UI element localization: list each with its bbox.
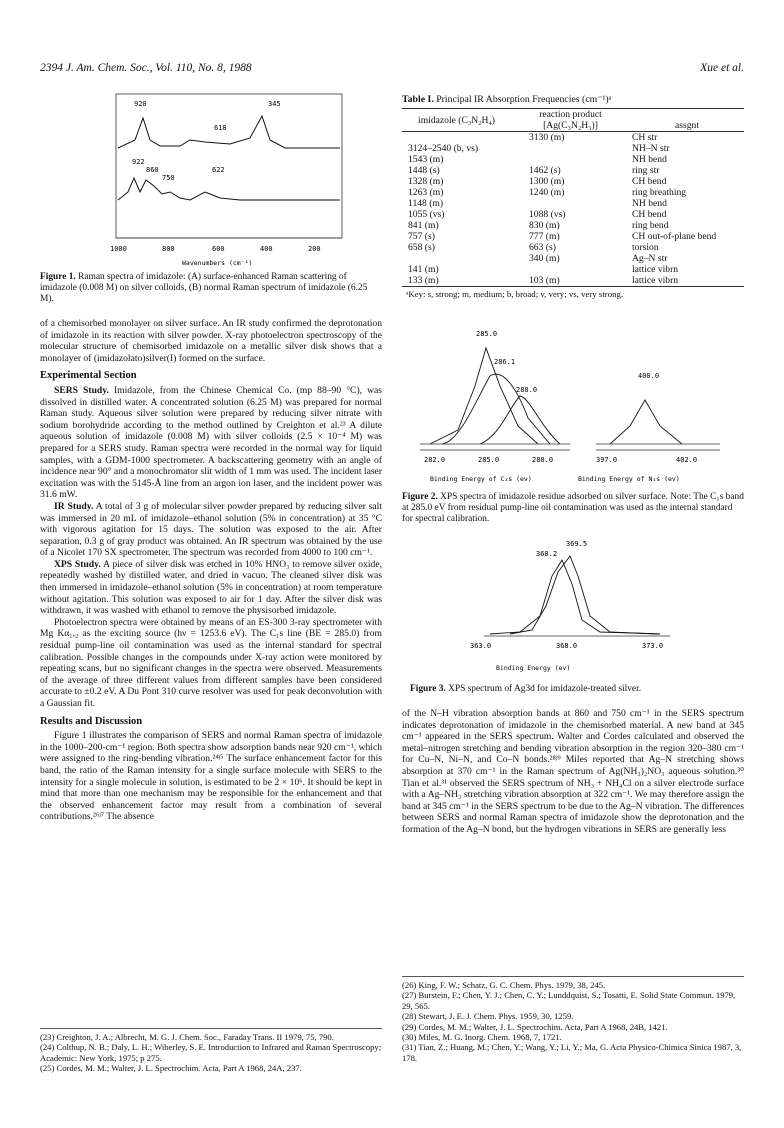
- table-1-title-label: Table I.: [402, 94, 434, 105]
- table-row: [402, 176, 744, 187]
- right-footnotes: [402, 976, 744, 1063]
- table-row: [402, 154, 744, 165]
- reference-27: (27) Burstein, F.; Chen, Y. J.; Chen, C. Y.; Lunddquist, S.; Tosatti, E. Solid State Commun. 1979, 29, 565.: [402, 990, 736, 1011]
- left-footnotes: [40, 1028, 382, 1074]
- fig2-label-400: 400.0: [638, 372, 660, 380]
- table-row: [402, 242, 744, 253]
- cell-imidazole: 1448 (s): [408, 165, 440, 176]
- cell-assgnt: lattice vibrn: [632, 264, 679, 275]
- figure-1-caption: [40, 272, 382, 306]
- figure-3-caption-text: XPS spectrum of Ag3d for imidazole-treated silver.: [448, 684, 642, 694]
- running-header-left: 2394 J. Am. Chem. Soc., Vol. 110, No. 8, 1988: [40, 62, 252, 74]
- cell-imidazole: [402, 253, 511, 264]
- fig2-tick-288: 288.0: [532, 456, 554, 464]
- ir-text: A total of 3 g of molecular silver powder prepared by reducing silver salt was immersed in 20 mL of imidazole–ethanol solution (5% in concentration) at 35 °C with vigorous agitation for 15 days. The solution was exposed to the air. After separation, 0.3 g of gray product was obtained. An IR spectrum was obtained by the use of a Nicolet 170 SX spectrometer. The spectrum was recorded from 4000 to 100 cm⁻¹.: [40, 500, 383, 559]
- table-row: [402, 275, 744, 287]
- fig3-tick-368: 368.0: [556, 642, 578, 650]
- table-1-footnote: ᵃKey: s, strong; m, medium; b, broad; v, very; vs, very strong.: [406, 289, 624, 299]
- cell-imidazole: 1148 (m): [408, 198, 444, 209]
- table-row: [402, 220, 744, 231]
- fig1-label-622: 622: [212, 166, 225, 174]
- table-row: [402, 165, 744, 176]
- cell-product: [511, 264, 630, 275]
- cell-product: 1300 (m): [529, 176, 565, 187]
- fig2-tick-282: 282.0: [424, 456, 446, 464]
- table-header-product: reaction product [Ag(C₃N₂H₃)]: [539, 109, 602, 131]
- figure-3: [470, 536, 690, 678]
- figure-1: [110, 88, 350, 268]
- c1s-peak-286: [442, 374, 550, 444]
- cell-assgnt: CH str: [632, 132, 658, 143]
- table-row: [402, 231, 744, 242]
- cell-assgnt: NH bend: [632, 154, 667, 165]
- figure-3-caption: [410, 684, 744, 695]
- cell-imidazole: [402, 132, 511, 144]
- figure-2: [420, 326, 730, 486]
- table-row: [402, 253, 744, 264]
- cell-product: 1088 (vs): [529, 209, 566, 220]
- ir-paragraph: [40, 501, 382, 559]
- cell-product: 103 (m): [529, 275, 560, 286]
- fig3-tick-363: 363.0: [470, 642, 492, 650]
- figure-3-plot: [470, 536, 690, 678]
- table-1-title-text: Principal IR Absorption Frequencies (cm⁻¹)ᵃ: [436, 94, 612, 105]
- experimental-heading: Experimental Section: [40, 370, 137, 382]
- cell-assgnt: Ag–N str: [632, 253, 668, 264]
- right-paragraph: of the N–H vibration absorption bands at 860 and 750 cm⁻¹ in the SERS spectrum indicates deprotonation of imidazole in the chemisorbed material. A new band at 345 cm⁻¹ appeared in the SERS spectrum. Walter and Cordes calculated and observed the metal–nitrogen stretching and bending vibration absorption in the region 320–380 cm⁻¹ for Cu–N, Ni–N, and Co–N bonds.²⁸ʲ⁹ Miles reported that Ag–N stretching shows absorption at 370 cm⁻¹ in the Raman spectrum of Ag(NH₃)₂NO₃ aqueous solution.³⁰ Tian et al.³¹ observed the SERS spectrum of NH₃ + NH₄Cl on a silver electrode surface with a Ag–NH₃ stretching vibration absorption at 322 cm⁻¹. We may therefore assign the band at 345 cm⁻¹ in the SERS spectrum to be due to the Ag–N vibration. The differences between SERS and normal Raman spectra of imidazole show the deprotonation and the formation of the Ag–N bond, but the hydrogen vibrations in SERS are generally less: [402, 708, 744, 835]
- cell-product: [511, 143, 630, 154]
- reference-24: (24) Colthup, N. B.; Daly, L. H.; Wiberley, S. E. Introduction to Infrared and Raman Spectroscopy; Academic: New York, 1975; p 275.: [40, 1042, 382, 1063]
- sers-paragraph: [40, 385, 382, 501]
- fig2-label-285: 285.0: [476, 330, 498, 338]
- results-heading: Results and Discussion: [40, 715, 143, 727]
- fig1-label-860: 860: [146, 166, 159, 174]
- fig2-xlabel-c1s: Binding Energy of C₁s (ev): [430, 475, 532, 483]
- figure-3-caption-label: Figure 3.: [410, 684, 446, 694]
- xps-text: A piece of silver disk was etched in 10% HNO₃ to remove silver oxide, repeatedly washed by distilled water, and dried in vacuo. The cleaned silver disk was then immersed in imidazole–ethanol solution (5% in concentration) at room temperature without agitation. This solution was exposed to air for 1 day. After the silver disk was withdrawn, it was washed with ethanol to remove the physisorbed imidazole.: [40, 558, 383, 617]
- fig3-tick-373: 373.0: [642, 642, 664, 650]
- cell-product: 830 (m): [529, 220, 560, 231]
- fig2-label-288: 288.0: [516, 386, 538, 394]
- table-row: [402, 187, 744, 198]
- ir-run-in: IR Study.: [54, 500, 94, 512]
- fig2-tick-285: 285.0: [478, 456, 500, 464]
- reference-28: (28) Stewart, J. E. J. Chem. Phys. 1959, 30, 1259.: [402, 1011, 574, 1022]
- cell-imidazole: 1543 (m): [408, 154, 444, 165]
- intro-paragraph: of a chemisorbed monolayer on silver surface. An IR study confirmed the deprotonation of imidazole in its reaction with silver powder. X-ray photoelectron spectroscopy of the molecular structure of chemisorbed imidazole on a metallic silver disk shows that a monolayer of (imidazolato)silver(I) formed on the surface.: [40, 318, 382, 364]
- fig3-label-368: 368.2: [536, 550, 558, 558]
- fig1-tick-800: 800: [162, 245, 175, 253]
- xps-paragraph: [40, 559, 382, 617]
- fig1-tick-200: 200: [308, 245, 321, 253]
- cell-assgnt: ring breathing: [632, 187, 687, 198]
- figure-1-plot: [110, 88, 350, 268]
- figure-2-plot: [420, 326, 730, 486]
- fig1-label-345: 345: [268, 100, 281, 108]
- fig3-label-369: 369.5: [566, 540, 588, 548]
- cell-assgnt: lattice vibrn: [632, 275, 679, 286]
- cell-product: [511, 154, 630, 165]
- fig1-label-920: 920: [134, 100, 147, 108]
- sers-text: Imidazole, from the Chinese Chemical Co. (mp 88–90 °C), was dissolved in distilled water. A concentrated solution (6.25 M) was prepared for normal Raman study. Aqueous silver solution were prepared by reducing silver nitrate with sodium borohydride according to the method outlined by Creighton et al.²³ A dilute aqueous solution of imidazole (0.008 M) with silver colloids (2.5 × 10⁻⁴ M) was prepared for a SERS study. Raman spectra were recorded in the normal way for liquid samples, with a GDM-1000 spectrometer. A backscattering geometry with an angle of incidence near 90° and a monochromator slit width of 1 mm was used. The incident laser excitation was with the 5145-Å line from an argon ion laser, and the incident power was 31.6 mW.: [40, 384, 383, 501]
- xps-run-in: XPS Study.: [54, 558, 101, 570]
- cell-imidazole: 1055 (vs): [408, 209, 445, 220]
- fig1-label-750: 750: [162, 174, 175, 182]
- n1s-peak-400: [610, 400, 682, 444]
- reference-30: (30) Miles, M. G. Inorg. Chem. 1968, 7, 1721.: [402, 1032, 562, 1043]
- cell-assgnt: CH bend: [632, 209, 667, 220]
- cell-product: 340 (m): [529, 253, 560, 264]
- c1s-peak-285: [430, 348, 538, 444]
- running-header-right: Xue et al.: [700, 62, 744, 74]
- table-row: [402, 143, 744, 154]
- fig3-xlabel: Binding Energy (ev): [496, 664, 571, 672]
- cell-product: 1462 (s): [529, 165, 561, 176]
- table-header-imidazole: imidazole (C₃N₂H₄): [418, 114, 495, 126]
- cell-assgnt: NH bend: [632, 198, 667, 209]
- cell-assgnt: CH out-of-plane bend: [632, 231, 717, 242]
- table-1-title: [402, 94, 744, 105]
- photo-paragraph: Photoelectron spectra were obtained by means of an ES-300 3-ray spectrometer with Mg Kα₁,₂ as the exciting source (hν = 1253.6 eV). The C₁s line (BE = 285.0) from residual pump-line oil contamination was used as the internal standard for spectral calibration. Possible changes in the compounds under X-ray action were monitored by repeating scans, but no significant changes in the spectra were observed. Measurements of the average of three different values from different samples have been considered accurate to ±0.2 eV. A Du Pont 310 curve resolver was used for peak deconvolution with a Gaussian fit.: [40, 616, 382, 709]
- fig2-xlabel-n1s: Binding Energy of N₁s (ev): [578, 475, 680, 483]
- right-column-text: [402, 708, 744, 836]
- table-1: [402, 108, 744, 299]
- reference-31: (31) Tian, Z.; Huang, M.; Chen, Y.; Wang, Y.; Li, Y.; Ma, G. Acta Physico-Chimica Sinica 1987, 3, 178.: [402, 1042, 742, 1063]
- cell-imidazole: 841 (m): [408, 220, 439, 231]
- fig1-tick-600: 600: [212, 245, 225, 253]
- left-column-text: [40, 318, 382, 823]
- cell-imidazole: 141 (m): [408, 264, 439, 275]
- cell-assgnt: ring bend: [632, 220, 669, 231]
- c1s-peak-288: [480, 396, 560, 444]
- fig2-label-286: 286.1: [494, 358, 516, 366]
- cell-assgnt: NH–N str: [632, 143, 670, 154]
- table-header-assgnt: assgnt: [675, 120, 699, 131]
- cell-product: 777 (m): [529, 231, 560, 242]
- reference-26: (26) King, F. W.; Schatz, G. C. Chem. Phys. 1979, 38, 245.: [402, 980, 606, 990]
- reference-29: (29) Cordes, M. M.; Walter, J. L. Spectrochim. Acta, Part A 1968, 24B, 1421.: [402, 1021, 668, 1032]
- fig1-x-axis-label: Wavenumbers (cm⁻¹): [182, 259, 253, 267]
- ag3d-curve-1: [490, 560, 660, 634]
- cell-imidazole: 3124–2540 (b, vs): [408, 143, 479, 154]
- table-row: [402, 209, 744, 220]
- sers-run-in: SERS Study.: [54, 384, 109, 396]
- reference-23: (23) Creighton, J. A.; Albrecht, M. G. J. Chem. Soc., Faraday Trans. II 1979, 75, 790.: [40, 1032, 334, 1042]
- normal-raman-curve: [118, 178, 340, 200]
- cell-product: 1240 (m): [529, 187, 565, 198]
- cell-imidazole: 133 (m): [408, 275, 439, 286]
- table-row: [402, 264, 744, 275]
- figure-1-caption-label: Figure 1.: [40, 272, 76, 282]
- cell-assgnt: ring str: [632, 165, 660, 176]
- cell-product: 663 (s): [529, 242, 556, 253]
- fig2-tick-397: 397.0: [596, 456, 618, 464]
- cell-imidazole: 658 (s): [408, 242, 435, 253]
- fig1-tick-400: 400: [260, 245, 273, 253]
- figure-2-caption-label: Figure 2.: [402, 492, 438, 502]
- fig1-label-922: 922: [132, 158, 145, 166]
- table-1-body: [402, 132, 744, 287]
- cell-product: [511, 198, 630, 209]
- fig1-label-618: 618: [214, 124, 227, 132]
- cell-imidazole: 757 (s): [408, 231, 435, 242]
- reference-25: (25) Cordes, M. M.; Walter, J. L. Spectrochim. Acta, Part A 1968, 24A, 237.: [40, 1063, 302, 1074]
- sers-spectrum-curve: [118, 116, 340, 148]
- table-row: [402, 132, 744, 144]
- figure-2-caption: [402, 492, 744, 526]
- figure-1-caption-text: Raman spectra of imidazole: (A) surface-enhanced Raman scattering of imidazole (0.008 M) on silver colloids, (B) normal Raman spectrum of imidazole (6.25 M).: [40, 272, 368, 305]
- figure-2-caption-text: XPS spectra of imidazole residue adsorbed on silver surface. Note: The C₁s band at 285.0 eV from residual pump-line oil contamination was used as the internal standard for spectral calibration.: [402, 492, 744, 525]
- cell-imidazole: 1263 (m): [408, 187, 444, 198]
- fig1-tick-1000: 1000: [110, 245, 127, 253]
- cell-product: 3130 (m): [529, 132, 565, 143]
- table-row: [402, 198, 744, 209]
- results-paragraph: Figure 1 illustrates the comparison of SERS and normal Raman spectra of imidazole in the 1000–200-cm⁻¹ region. Both spectra show adsorption bands near 920 cm⁻¹, which were assigned to the ring-bending vibration.²⁴ʲ⁵ The surface enhancement factor for this band, the ratio of the Raman intensity for a single surface molecule with SERS to the intensity for a single molecule in solution, is estimated to be 2 × 10⁶. It should be kept in mind that more than one mechanism may be responsible for the enhancement and that the observed enhancement factor may result from a combination of several contributions.²⁶ʲ⁷ The absence: [40, 730, 382, 823]
- cell-assgnt: CH bend: [632, 176, 667, 187]
- fig2-tick-402: 402.0: [676, 456, 698, 464]
- cell-assgnt: torsion: [632, 242, 659, 253]
- cell-imidazole: 1328 (m): [408, 176, 444, 187]
